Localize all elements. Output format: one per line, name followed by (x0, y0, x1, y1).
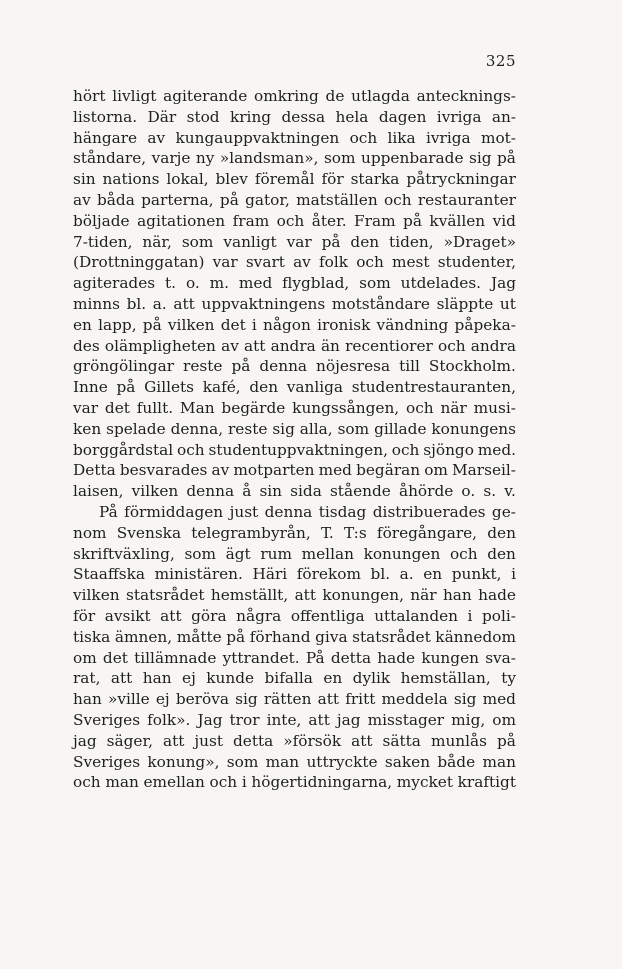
text-line: rat, att han ej kunde bifalla en dylik hemställan, ty (73, 669, 516, 688)
text-line: var det fullt. Man begärde kungssången, och när musi- (73, 398, 516, 417)
page-number: 325 (485, 52, 516, 70)
text-line: hört livligt agiterande omkring de utlagda antecknings- (73, 87, 516, 105)
text-line: agiterades t. o. m. med flygblad, som utdelades. Jag (73, 274, 516, 293)
text-line: listorna. Där stod kring dessa hela dagen ivriga an- (73, 107, 516, 126)
text-line: ken spelade denna, reste sig alla, som gillade konungens (73, 419, 516, 438)
text-line: Sveriges konung», som man uttryckte saken både man (73, 752, 516, 771)
text-line: laisen, vilken denna å sin sida stående åhörde o. s. v. (73, 482, 516, 501)
text-line: vilken statsrådet hemställt, att konungen, när han hade (73, 586, 516, 605)
text-line: böljade agitationen fram och åter. Fram på kvällen vid (73, 211, 516, 230)
text-line: skriftväxling, som ägt rum mellan konungen och den (73, 544, 516, 563)
text-line: en lapp, på vilken det i någon ironisk vändning påpeka- (73, 315, 516, 334)
text-line: tiska ämnen, måtte på förhand giva statsrådet kännedom (73, 627, 516, 646)
text-line: des olämpligheten av att andra än recentiorer och andra (73, 336, 516, 355)
text-line: och man emellan och i högertidningarna, mycket kraftigt (73, 773, 516, 792)
text-line: jag säger, att just detta »försök att sätta munlås på (73, 731, 516, 750)
text-line: Inne på Gillets kafé, den vanliga studentrestauranten, (73, 378, 516, 397)
text-line: av båda parterna, på gator, matställen och restauranter (73, 190, 516, 209)
body-text (73, 86, 516, 793)
text-line: hängare av kungauppvaktningen och lika ivriga mot- (73, 128, 516, 147)
text-line: sin nations lokal, blev föremål för starka påtryckningar (73, 170, 516, 189)
text-line: borggårdstal och studentuppvaktningen, och sjöngo med. (73, 440, 516, 459)
text-line: (Drottninggatan) var svart av folk och mest studenter, (73, 253, 516, 272)
text-line: nom Svenska telegrambyrån, T. T:s föregångare, den (73, 523, 516, 542)
text-line: Staaffska ministären. Häri förekom bl. a. en punkt, i (73, 565, 516, 584)
text-line: om det tillämnade yttrandet. På detta hade kungen sva- (73, 648, 516, 667)
text-line: ståndare, varje ny »landsman», som uppenbarade sig på (73, 149, 516, 168)
text-line: Sveriges folk». Jag tror inte, att jag misstager mig, om (73, 710, 516, 729)
text-line: 7-tiden, när, som vanligt var på den tiden, »Draget» (73, 232, 516, 251)
text-line: Detta besvarades av motparten med begäran om Marseil- (73, 461, 516, 480)
text-line: för avsikt att göra några offentliga uttalanden i poli- (73, 606, 516, 625)
text-line: han »ville ej beröva sig rätten att fritt meddela sig med (73, 690, 516, 709)
text-line: minns bl. a. att uppvaktningens motståndare släppte ut (73, 294, 516, 313)
text-line: gröngölingar reste på denna nöjesresa till Stockholm. (73, 357, 516, 376)
text-line: På förmiddagen just denna tisdag distribuerades ge- (99, 502, 516, 521)
